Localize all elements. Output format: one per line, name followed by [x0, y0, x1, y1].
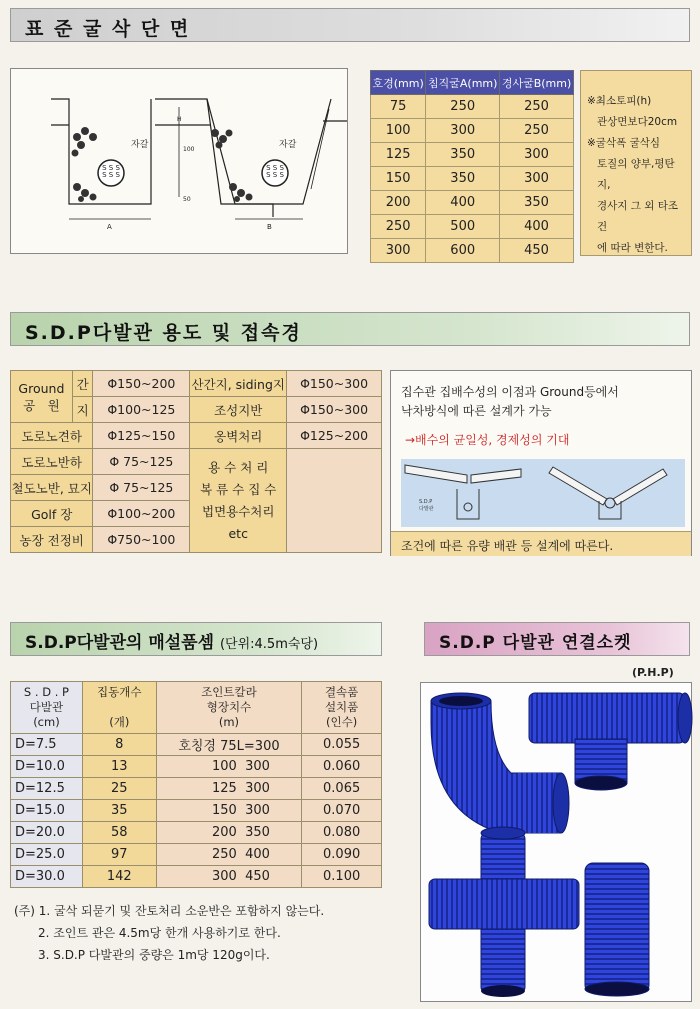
gravel-label-right: 자갈 — [279, 140, 297, 150]
php-tag: (P.H.P) — [632, 666, 674, 679]
table-row — [371, 143, 574, 167]
section-socket-title: S.D.P 다발관 연결소켓 — [424, 622, 690, 656]
cell: 450 — [500, 239, 574, 263]
right-multi-label — [190, 449, 287, 553]
multi-line: 용 수 처 리 — [208, 459, 269, 475]
left-label: 철도노반, 묘지 — [11, 475, 93, 501]
installation-notes — [14, 900, 324, 966]
table-row — [11, 371, 382, 397]
cell: D=12.5 — [11, 778, 83, 800]
excavation-depth-table — [370, 70, 574, 263]
cell: 0.100 — [302, 866, 382, 888]
cell: D=25.0 — [11, 844, 83, 866]
cell: D=10.0 — [11, 756, 83, 778]
table-row — [11, 866, 382, 888]
cell: D=30.0 — [11, 866, 83, 888]
right-multi-value — [287, 449, 382, 553]
table-row — [11, 423, 382, 449]
cell: 142 — [82, 866, 156, 888]
cell: 600 — [426, 239, 500, 263]
drainage-diagram — [401, 459, 685, 527]
table-row — [371, 119, 574, 143]
multi-line: 복 류 수 집 수 — [200, 481, 277, 497]
right-value: Φ150~300 — [287, 397, 382, 423]
right-label: 조성지반 — [190, 397, 287, 423]
svg-text:S S S: S S S — [102, 171, 120, 179]
cell: 100 300 — [156, 756, 302, 778]
cell: 97 — [82, 844, 156, 866]
cell: 75 — [371, 95, 426, 119]
cell: 300 — [371, 239, 426, 263]
drainage-sketch — [401, 459, 685, 527]
cell: 300 — [426, 119, 500, 143]
cell: D=15.0 — [11, 800, 83, 822]
installation-unit: (단위:4.5m숙당) — [219, 637, 319, 652]
note-line: 2. 조인트 관은 4.5m당 한개 사용하기로 한다. — [38, 926, 281, 940]
usage-text — [401, 383, 619, 421]
table-row — [11, 800, 382, 822]
table-header-row — [11, 682, 382, 734]
left-label: 도로노반하 — [11, 449, 93, 475]
gravel-label-left: 자갈 — [131, 140, 149, 150]
svg-text:S S S: S S S — [266, 164, 284, 172]
note-line: 토질의 양부,평탄지, — [597, 158, 675, 191]
cell: D=20.0 — [11, 822, 83, 844]
usage-text-line: 낙차방식에 따른 설계가 가능 — [401, 404, 552, 418]
excavation-cross-section-drawing — [11, 69, 349, 255]
cell: 13 — [82, 756, 156, 778]
dim-50: 50 — [183, 196, 191, 203]
left-label: 도로노견하 — [11, 423, 93, 449]
cell: 350 — [426, 167, 500, 191]
dim-h: H — [177, 116, 182, 123]
cell: 125 — [371, 143, 426, 167]
cell: 25 — [82, 778, 156, 800]
cell: 400 — [426, 191, 500, 215]
note-line: 관상면보다20cm — [597, 116, 678, 128]
cell: 35 — [82, 800, 156, 822]
section-standard-excavation-title: 표 준 굴 삭 단 면 — [10, 8, 690, 42]
cell: 0.080 — [302, 822, 382, 844]
cell: 0.065 — [302, 778, 382, 800]
header-sdp: S . D . P 다발관 (cm) — [11, 682, 83, 734]
cell: 125 300 — [156, 778, 302, 800]
left-value: Φ 75~125 — [93, 449, 190, 475]
left-value: Φ750~100 — [93, 527, 190, 553]
table-row — [11, 449, 382, 475]
right-label: 산간지, siding지 — [190, 371, 287, 397]
dim-a: A — [107, 223, 112, 231]
cell: 0.090 — [302, 844, 382, 866]
cell: 0.070 — [302, 800, 382, 822]
cell: 150 — [371, 167, 426, 191]
usage-highlight: →배수의 균일성, 경제성의 기대 — [405, 433, 570, 447]
table-row — [371, 95, 574, 119]
cell: 150 300 — [156, 800, 302, 822]
svg-text:다발관: 다발관 — [419, 506, 434, 512]
cell: 100 — [371, 119, 426, 143]
svg-text:S.D.P: S.D.P — [419, 499, 433, 505]
cell: 250 400 — [156, 844, 302, 866]
section-installation-title — [10, 622, 382, 656]
note-line: 3. S.D.P 다발관의 중량은 1m당 120g이다. — [38, 948, 270, 962]
right-label: 옹벽처리 — [190, 423, 287, 449]
section-usage-title: S.D.P다발관 용도 및 접속경 — [10, 312, 690, 346]
note-line: 경사지 그 외 타조건 — [597, 200, 679, 233]
table-row — [371, 191, 574, 215]
cell: 0.055 — [302, 734, 382, 756]
table-row — [11, 778, 382, 800]
cell: 500 — [426, 215, 500, 239]
table-row — [371, 215, 574, 239]
left-value: Φ 75~125 — [93, 475, 190, 501]
left-label: Golf 장 — [11, 501, 93, 527]
header-count: 집동개수 (개) — [82, 682, 156, 734]
ground-value: Φ150~200 — [93, 371, 190, 397]
table-row — [11, 822, 382, 844]
excavation-note — [580, 70, 692, 256]
cell: 250 — [500, 95, 574, 119]
header-diameter: 호경(mm) — [371, 71, 426, 95]
ground-value: Φ100~125 — [93, 397, 190, 423]
note-line: ※최소토피(h) — [587, 95, 652, 107]
usage-text-line: 집수관 집배수성의 이점과 Ground등에서 — [401, 385, 619, 399]
dim-b: B — [267, 223, 272, 231]
header-vertical-a: 침직굴A(mm) — [426, 71, 500, 95]
right-value: Φ150~300 — [287, 371, 382, 397]
cell: 8 — [82, 734, 156, 756]
header-slope-b: 경사굴B(mm) — [500, 71, 574, 95]
cell: 300 — [500, 143, 574, 167]
pipe-fittings-illustration — [421, 683, 693, 1003]
usage-description-panel — [390, 370, 692, 556]
cell: 400 — [500, 215, 574, 239]
cell: 0.060 — [302, 756, 382, 778]
multi-line: 법면용수처리 — [202, 503, 275, 519]
usage-footer: 조건에 따른 유량 배관 등 설계에 따른다. — [391, 531, 691, 556]
svg-text:S S S: S S S — [266, 171, 284, 179]
cell: 200 — [371, 191, 426, 215]
cell: D=7.5 — [11, 734, 83, 756]
ground-sub-label: 간 — [72, 371, 93, 397]
right-value: Φ125~200 — [287, 423, 382, 449]
note-line: (주) 1. 굴삭 되묻기 및 잔토처리 소운반은 포함하지 않는다. — [14, 904, 325, 918]
cell: 350 — [500, 191, 574, 215]
table-row — [371, 167, 574, 191]
dim-100: 100 — [183, 146, 195, 153]
excavation-diagram — [10, 68, 348, 254]
table-row — [371, 239, 574, 263]
left-label: 농장 전정비 — [11, 527, 93, 553]
cell: 250 — [426, 95, 500, 119]
cell: 200 350 — [156, 822, 302, 844]
table-header-row — [371, 71, 574, 95]
ground-park-label: Ground 공 원 — [11, 371, 73, 423]
installation-table — [10, 681, 382, 888]
left-value: Φ125~150 — [93, 423, 190, 449]
header-joint: 조인트칼라 형장치수 (m) — [156, 682, 302, 734]
socket-photo — [420, 682, 692, 1002]
table-row — [11, 756, 382, 778]
cell: 300 — [500, 167, 574, 191]
usage-table — [10, 370, 382, 553]
table-row — [11, 734, 382, 756]
cell: 350 — [426, 143, 500, 167]
cell: 호칭경 75L=300 — [156, 734, 302, 756]
multi-line: etc — [228, 525, 248, 541]
cell: 58 — [82, 822, 156, 844]
svg-text:S S S: S S S — [102, 164, 120, 172]
ground-sub-label: 지 — [72, 397, 93, 423]
table-row — [11, 844, 382, 866]
cell: 250 — [371, 215, 426, 239]
note-line: ※굴삭폭 굴삭심 — [587, 137, 660, 149]
left-value: Φ100~200 — [93, 501, 190, 527]
cell: 250 — [500, 119, 574, 143]
note-line: 에 따라 변한다. — [597, 242, 668, 254]
cell: 300 450 — [156, 866, 302, 888]
header-labor: 결속품 설치품 (인수) — [302, 682, 382, 734]
installation-title-text: S.D.P다발관의 매설품셈 — [25, 633, 215, 653]
